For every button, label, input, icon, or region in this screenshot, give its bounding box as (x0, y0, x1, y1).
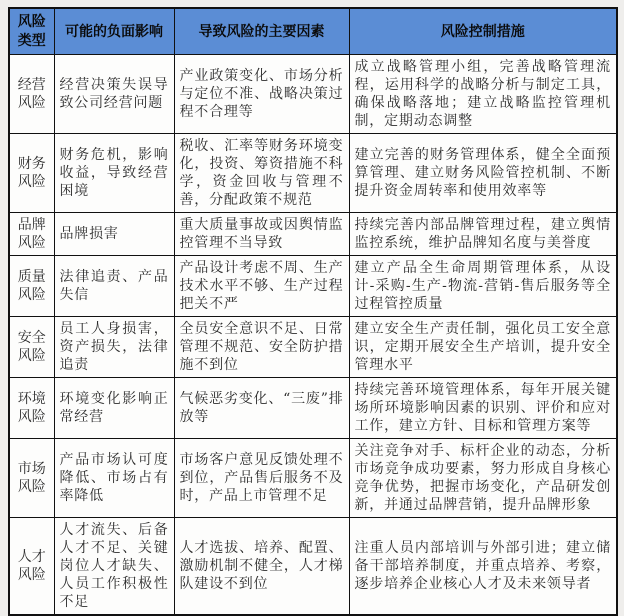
table-row (9, 255, 617, 316)
cell-factors: 全员安全意识不足、日常管理不规范、安全防护措施不到位 (174, 316, 349, 377)
table-row (9, 517, 617, 615)
cell-impact: 经营决策失误导致公司经营问题 (54, 54, 174, 133)
cell-measures: 注重人员内部培训与外部引进；建立储备干部培养制度，并重点培养、考察，逐步培养企业核心人才及未来领导者 (349, 517, 617, 615)
header-factors: 导致风险的主要因素 (174, 8, 349, 54)
cell-risk-type: 人才风险 (9, 517, 54, 615)
cell-measures: 持续完善内部品牌管理过程，建立舆情监控系统，维护品牌知名度与美誉度 (349, 212, 617, 255)
header-measures: 风险控制措施 (349, 8, 617, 54)
cell-impact: 品牌损害 (54, 212, 174, 255)
cell-risk-type: 财务风险 (9, 133, 54, 212)
cell-measures: 持续完善环境管理体系，每年开展关键场所环境影响因素的识别、评价和应对工作，建立方针、目标和管理方案等 (349, 377, 617, 438)
cell-factors: 产品设计考虑不周、生产技术水平不够、生产过程把关不严 (174, 255, 349, 316)
table-row (9, 133, 617, 212)
cell-impact: 产品市场认可度降低、市场占有率降低 (54, 438, 174, 517)
cell-measures: 关注竞争对手、标杆企业的动态，分析市场竞争成功要素，努力形成自身核心竞争优势，把握市场变化，产品研发创新，并通过品牌营销，提升品牌形象 (349, 438, 617, 517)
cell-factors: 产业政策变化、市场分析与定位不准、战略决策过程不合理等 (174, 54, 349, 133)
cell-impact: 财务危机，影响收益，导致经营困境 (54, 133, 174, 212)
cell-impact: 环境变化影响正常经营 (54, 377, 174, 438)
cell-factors: 重大质量事故或因舆情监控管理不当导致 (174, 212, 349, 255)
cell-impact: 员工人身损害，资产损失，法律追责 (54, 316, 174, 377)
header-risk-type: 风险类型 (9, 8, 54, 54)
risk-table-body (9, 54, 617, 615)
cell-impact: 法律追责、产品失信 (54, 255, 174, 316)
table-row (9, 316, 617, 377)
cell-factors: 人才选拔、培养、配置、激励机制不健全，人才梯队建设不到位 (174, 517, 349, 615)
cell-risk-type: 环境风险 (9, 377, 54, 438)
cell-risk-type: 安全风险 (9, 316, 54, 377)
cell-measures: 建立产品全生命周期管理体系，从设计-采购-生产-物流-营销-售后服务等全过程管控质量 (349, 255, 617, 316)
table-header-row (9, 8, 617, 54)
cell-risk-type: 市场风险 (9, 438, 54, 517)
cell-risk-type: 品牌风险 (9, 212, 54, 255)
cell-measures: 成立战略管理小组，完善战略管理流程，运用科学的战略分析与制定工具，确保战略落地；建立战略监控管理机制，定期动态调整 (349, 54, 617, 133)
table-row (9, 54, 617, 133)
risk-management-table (8, 7, 618, 616)
cell-impact: 人才流失、后备人才不足、关键岗位人才缺失、人员工作积极性不足 (54, 517, 174, 615)
cell-factors: 气候恶劣变化、“三废”排放等 (174, 377, 349, 438)
cell-risk-type: 经营风险 (9, 54, 54, 133)
cell-measures: 建立安全生产责任制，强化员工安全意识，定期开展安全生产培训，提升安全管理水平 (349, 316, 617, 377)
table-row (9, 212, 617, 255)
table-row (9, 438, 617, 517)
cell-measures: 建立完善的财务管理体系，健全全面预算管理、建立财务风险管控机制、不断提升资金周转率和使用效率等 (349, 133, 617, 212)
cell-risk-type: 质量风险 (9, 255, 54, 316)
cell-factors: 市场客户意见反馈处理不到位，产品售后服务不及时，产品上市管理不足 (174, 438, 349, 517)
table-row (9, 377, 617, 438)
cell-factors: 税收、汇率等财务环境变化，投资、筹资措施不科学，资金回收与管理不善，分配政策不规范 (174, 133, 349, 212)
header-impact: 可能的负面影响 (54, 8, 174, 54)
